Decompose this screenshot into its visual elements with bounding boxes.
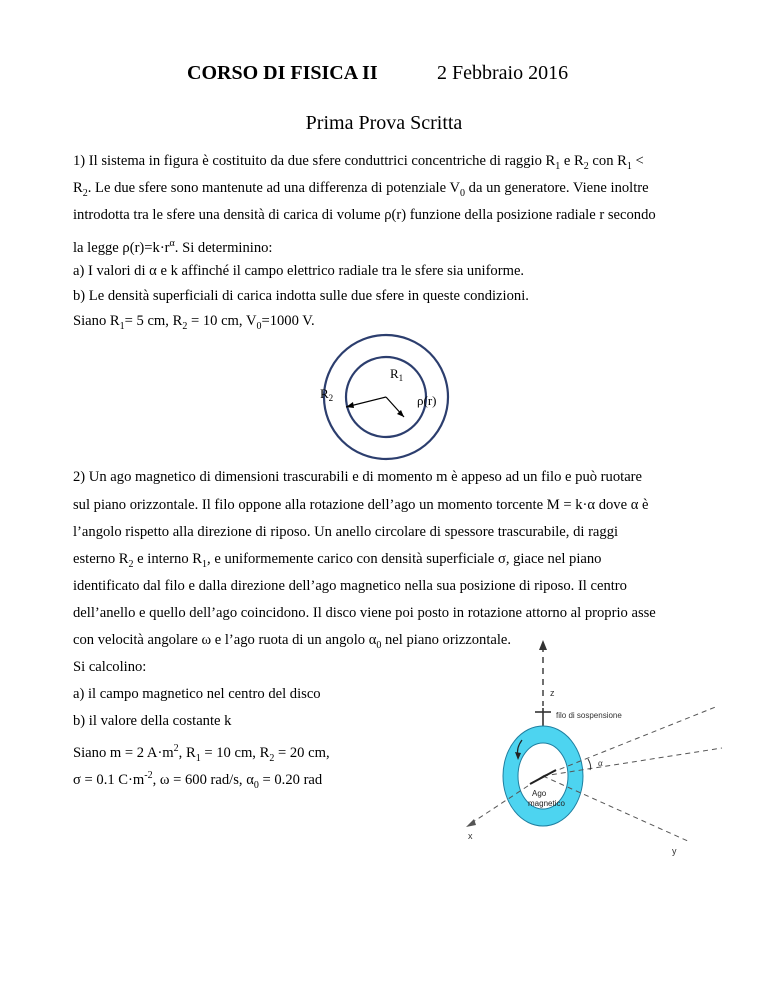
problem2-line4: esterno $R_2$ e interno $R_1$, e uniformemente carico con densità superficiale σ, giace nel piano: [73, 551, 602, 570]
problem1-line1: 1) Il sistema in figura è costituito da due sfere conduttrici concentriche di raggio $R_1$ e $R_2$ con $R_1$ <: [73, 153, 644, 172]
label-x: x: [468, 831, 473, 841]
problem1-question-a: a) I valori di α e k affinché il campo elettrico radiale tra le sfere sia uniforme.: [73, 263, 525, 279]
problem2-given2: σ = 0.1 $C\cdot m^{-2}$, ω = 600 rad/s, $\alpha_0 = 0.20$ rad: [73, 770, 323, 791]
problem2-line5: identificato dal filo e dalla direzione dell’ago magnetico nella sua posizione di riposo. Il centro: [73, 578, 627, 594]
problem2-line3: l’angolo rispetto alla direzione di riposo. Un anello circolare di spessore trascurabile, di raggi: [73, 524, 619, 540]
problem2-line7: con velocità angolare ω e l’ago ruota di un angolo $\alpha_0$ nel piano orizzontale.: [73, 632, 512, 651]
label-magnetico: magnetico: [528, 799, 565, 808]
label-z: z: [550, 688, 555, 698]
z-axis-arrowhead: [539, 640, 547, 650]
problem2-line6: dell’anello e quello dell’ago coincidono. Il disco viene poi posto in rotazione attorno al proprio asse: [73, 605, 656, 621]
problem1-given: Siano $R_1= 5$ cm, $R_2 = 10$ cm, $V_0=1000$ V.: [73, 313, 315, 332]
x-axis-arrowhead: [466, 819, 476, 827]
label-filo: filo di sospensione: [556, 711, 622, 720]
problem2-ask: Si calcolino:: [73, 659, 147, 675]
problem1-line2: $R_2$. Le due sfere sono mantenute ad una differenza di potenziale $V_0$ da un generatore. Viene inoltre: [73, 180, 649, 199]
header: [0, 62, 768, 92]
magnetic-needle-figure: [460, 636, 730, 858]
exam-date: 2 Febbraio 2016: [437, 62, 569, 84]
label-r2: $R_2$: [320, 386, 334, 403]
problem2-line2: sul piano orizzontale. Il filo oppone alla rotazione dell’ago un momento torcente M = k·α dove α è: [73, 497, 649, 513]
problem2-line1: 2) Un ago magnetico di dimensioni trascurabili e di momento m è appeso ad un filo e può ruotare: [73, 469, 643, 485]
concentric-spheres-figure: [306, 332, 466, 462]
problem1-line4: la legge $\rho(r)=k\cdot r^\alpha$. Si determinino:: [73, 238, 273, 256]
label-rho: ρ(r): [417, 393, 437, 408]
label-y: y: [672, 846, 677, 856]
problem2-question-a: a) il campo magnetico nel centro del disco: [73, 686, 321, 702]
course-title: CORSO DI FISICA II: [187, 62, 378, 84]
problem2-question-b: b) il valore della costante k: [73, 713, 232, 729]
label-ago: Ago: [532, 789, 547, 798]
label-alpha: α: [598, 758, 603, 768]
problem2-given1: Siano m = 2 $A\cdot m^2$, $R_1 = 10$ cm, $R_2 = 20$ cm,: [73, 743, 330, 764]
label-r1: $R_1$: [390, 366, 404, 383]
problem1-question-b: b) Le densità superficiali di carica indotta sulle due sfere in queste condizioni.: [73, 288, 529, 304]
problem1-line3: introdotta tra le sfere una densità di carica di volume ρ(r) funzione della posizione radiale r secondo: [73, 207, 656, 223]
exam-subtitle: Prima Prova Scritta: [305, 112, 463, 134]
